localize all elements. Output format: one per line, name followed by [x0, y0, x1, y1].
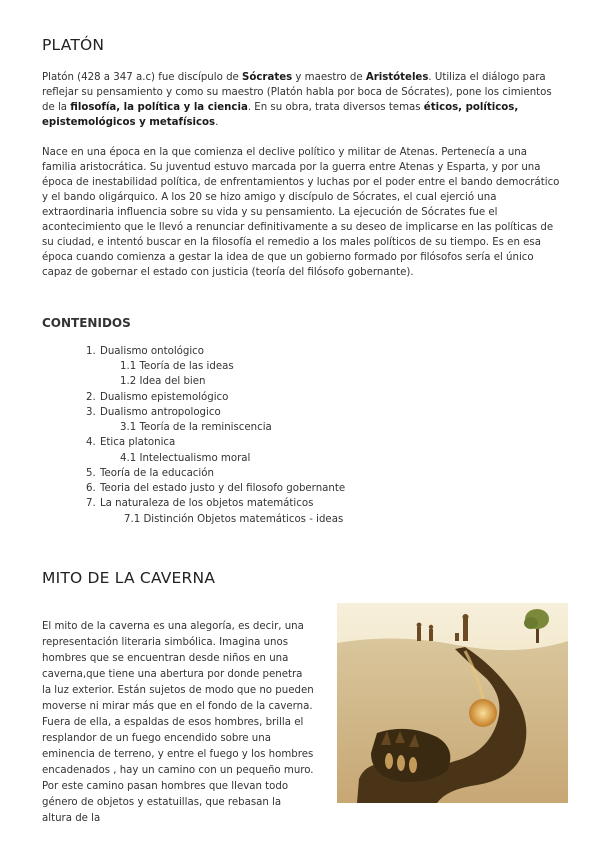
intro-bold-socrates: Sócrates [242, 72, 293, 83]
contents-item-number: 1. [86, 346, 96, 357]
contents-item-number: 4. [86, 437, 96, 448]
intro-text-1: Platón (428 a 347 a.c) fue discípulo de [42, 72, 243, 83]
cave-paragraph: El mito de la caverna es una alegoría, es decir, una representación literaria simbólica. Imagina unos hombres que se encuentran desde niños en una caverna,que tiene una abertura por donde penetra la luz exterior. Están sujetos de modo que no pueden moverse ni mirar más que en el fondo de la caverna. Fuera de ella, a espaldas de esos hombres, brilla el resplandor de un fuego encendido sobre una eminencia de terreno, y entre el fuego y los hombres encadenados , hay un camino con un pequeño muro. Por este camino pasan hombres que llevan todo género de objetos y estatuillas, que rebasan la altura de la [42, 621, 314, 824]
contents-item-number: 3. [86, 407, 96, 418]
contents-item[interactable] [86, 346, 204, 357]
page-title: PLATÓN [42, 36, 105, 54]
contents-item-label: 4.1 Intelectualismo moral [120, 453, 251, 464]
contents-title: CONTENIDOS [42, 316, 131, 330]
intro-text-2: y maestro de [292, 72, 366, 83]
intro-bold-fields: filosofía, la política y la ciencia [70, 102, 248, 113]
fire-icon [469, 699, 497, 727]
intro-text-3: . Utiliza el diálogo para reflejar su pensamiento y como su maestro (Platón habla por boca de Sócrates), pone los cimientos de la [42, 72, 552, 113]
contents-subitem[interactable] [124, 514, 343, 525]
contents-item[interactable] [86, 483, 345, 494]
contents-item-number: 7. [86, 498, 96, 509]
contents-item-label: Dualismo epistemológico [100, 392, 229, 403]
contents-item-label: Dualismo ontológico [100, 346, 205, 357]
intro-text-4: . En su obra, trata diversos temas [247, 102, 424, 113]
cave-illustration-svg [337, 603, 568, 803]
contents-subitem[interactable] [120, 422, 272, 433]
contents-item-label: Etica platonica [100, 437, 176, 448]
contents-item[interactable] [86, 437, 175, 448]
contents-item-label: 1.2 Idea del bien [120, 376, 206, 387]
contents-item-label: La naturaleza de los objetos matemáticos [100, 498, 314, 509]
intro-bold-topics: éticos, políticos, epistemológicos y metafísicos [42, 102, 519, 128]
contents-item-label: 1.1 Teoría de las ideas [120, 361, 234, 372]
intro-text-5: . [215, 117, 219, 128]
contents-item-label: 7.1 Distinción Objetos matemáticos - ideas [124, 514, 344, 525]
contents-subitem[interactable] [120, 361, 234, 372]
cave-section-title: MITO DE LA CAVERNA [42, 569, 216, 587]
contents-item-number: 6. [86, 483, 96, 494]
contents-item-label: Dualismo antropologico [100, 407, 221, 418]
intro-paragraph [42, 70, 562, 130]
contents-subitem[interactable] [120, 376, 206, 387]
bio-paragraph: Nace en una época en la que comienza el declive político y militar de Atenas. Pertenecía a una familia aristocrática. Su juventud estuvo marcada por la guerra entre Atenas y Esparta, y por una época de inestabilidad política, de enfrentamientos y luchas por el poder entre el bando democrático y el bando oligárquico. A los 20 se hizo amigo y discípulo de Sócrates, el cual ejerció una extraordinaria influencia sobre su vida y su pensamiento. La ejecución de Sócrates fue el acontecimiento que le llevó a renunciar definitivamente a su deseo de implicarse en las políticas de su ciudad, e intentó buscar en la filosofía el remedio a los males políticos de su tiempo. Es en esa época cuando comienza a gestar la idea de que un gobierno formado por filósofos sería el único capaz de gobernar el estado con justicia (teoría del filósofo gobernante). [42, 147, 560, 278]
contents-item[interactable] [86, 468, 214, 479]
contents-item[interactable] [86, 392, 228, 403]
contents-item-label: 3.1 Teoría de la reminiscencia [120, 422, 272, 433]
contents-item-number: 2. [86, 392, 96, 403]
contents-item[interactable] [86, 407, 221, 418]
contents-subitem[interactable] [120, 453, 250, 464]
contents-item-number: 5. [86, 468, 96, 479]
cave-illustration [337, 603, 568, 803]
intro-bold-aristoteles: Aristóteles [365, 72, 429, 83]
contents-item-label: Teoria del estado justo y del filosofo gobernante [100, 483, 346, 494]
contents-item[interactable] [86, 498, 313, 509]
contents-item-label: Teoría de la educación [100, 468, 214, 479]
